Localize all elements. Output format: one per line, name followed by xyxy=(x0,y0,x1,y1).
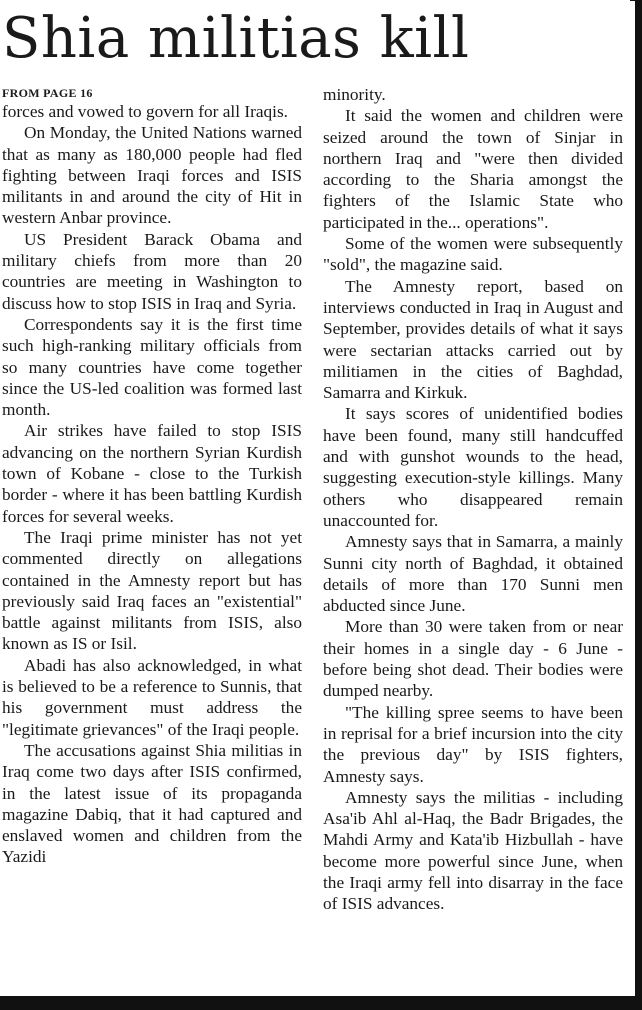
left-column xyxy=(2,86,302,868)
page-edge-right xyxy=(635,0,642,1010)
paragraph: "The killing spree seems to have been in reprisal for a brief incursion into the city the previous day" by ISIS fighters, Amnesty says. xyxy=(323,702,623,786)
paragraph: Amnesty says the militias - including Asa'ib Ahl al-Haq, the Badr Brigades, the Mahdi Army and Kata'ib Hizbullah - have become more powerful since June, when the Iraqi army fell into disarray in the face of ISIS advances. xyxy=(323,787,623,914)
paragraph: More than 30 were taken from or near their homes in a single day - 6 June - before being shot dead. Their bodies were dumped nearby. xyxy=(323,617,623,701)
paragraph-continuation: minority. xyxy=(323,85,386,104)
paragraph: Air strikes have failed to stop ISIS advancing on the northern Syrian Kurdish town of Kobane - close to the Turkish border - where it has been battling Kurdish forces for several weeks. xyxy=(2,421,302,526)
paragraph: The Amnesty report, based on interviews conducted in Iraq in August and September, provides details of what it says were sectarian attacks carried out by militiamen in the cities of Baghdad, Samarra and Kirkuk. xyxy=(323,276,623,403)
paragraph: US President Barack Obama and military chiefs from more than 20 countries are meeting in Washington to discuss how to stop ISIS in Iraq and Syria. xyxy=(2,229,302,313)
jump-line: FROM PAGE 16 xyxy=(2,86,93,100)
headline: Shia militias kill xyxy=(2,6,470,71)
paragraph: It says scores of unidentified bodies have been found, many still handcuffed and with gunshot wounds to the head, suggesting execution-style killings. Many others who disappeared remain unaccounted for. xyxy=(323,404,623,530)
paragraph: The Iraqi prime minister has not yet commented directly on allegations contained in the Amnesty report but has previously said Iraq faces an "existential" battle against militants from ISIS, also known as IS or Isil. xyxy=(2,527,302,654)
page-edge-bottom xyxy=(0,996,642,1010)
paragraph: Amnesty says that in Samarra, a mainly Sunni city north of Baghdad, it obtained details of more than 170 Sunni men abducted since June. xyxy=(323,532,623,616)
paragraph: The accusations against Shia militias in Iraq come two days after ISIS confirmed, in the latest issue of its propaganda magazine Dabiq, that it had captured and enslaved women and children from the Yazidi xyxy=(2,740,302,867)
paragraph: Abadi has also acknowledged, in what is believed to be a reference to Sunnis, that his government must address the "legitimate grievances" of the Iraqi people. xyxy=(2,655,302,739)
paragraph: It said the women and children were seized around the town of Sinjar in northern Iraq and "were then divided according to the Sharia amongst the fighters of the Islamic State who participated in the... operations". xyxy=(323,106,623,232)
paragraph-continuation: forces and vowed to govern for all Iraqis. xyxy=(2,102,289,121)
paragraph: On Monday, the United Nations warned that as many as 180,000 people had fled fighting between Iraqi forces and ISIS militants in and around the city of Hit in western Anbar province. xyxy=(2,123,302,228)
paragraph: Correspondents say it is the first time such high-ranking military officials from so many countries have come together since the US-led coalition was formed last month. xyxy=(2,314,302,420)
right-column xyxy=(323,84,623,915)
paragraph: Some of the women were subsequently "sold", the magazine said. xyxy=(323,234,623,275)
